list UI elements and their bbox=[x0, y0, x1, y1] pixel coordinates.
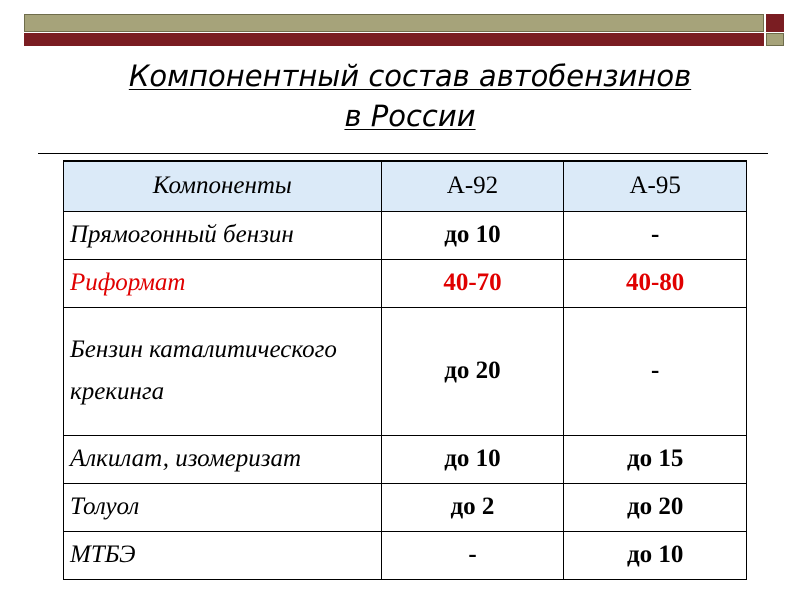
table-header-row bbox=[64, 161, 747, 211]
slide-title-line1: Компонентный состав автобензинов bbox=[128, 59, 692, 93]
header-components: Компоненты bbox=[64, 161, 382, 211]
table-row bbox=[64, 531, 747, 579]
value-a92: - bbox=[381, 531, 564, 579]
header-a95: А-95 bbox=[564, 161, 747, 211]
value-a95: - bbox=[564, 307, 747, 435]
table-row bbox=[64, 307, 747, 435]
decorative-square-olive bbox=[766, 33, 784, 46]
value-a92: до 2 bbox=[381, 483, 564, 531]
table-row-highlighted bbox=[64, 259, 747, 307]
components-table bbox=[63, 160, 747, 580]
value-a92: до 20 bbox=[381, 307, 564, 435]
value-a95: 40-80 bbox=[564, 259, 747, 307]
value-a92: 40-70 bbox=[381, 259, 564, 307]
decorative-square-maroon bbox=[766, 14, 784, 32]
table-row bbox=[64, 211, 747, 259]
slide-title-line2: в России bbox=[344, 99, 476, 133]
decorative-bar-maroon bbox=[24, 33, 764, 46]
value-a95: до 15 bbox=[564, 435, 747, 483]
divider-line bbox=[38, 153, 768, 154]
value-a95: до 10 bbox=[564, 531, 747, 579]
table-row bbox=[64, 483, 747, 531]
component-name: Бензин каталитического крекинга bbox=[64, 307, 382, 435]
component-name: Алкилат, изомеризат bbox=[64, 435, 382, 483]
component-name: Толуол bbox=[64, 483, 382, 531]
value-a95: - bbox=[564, 211, 747, 259]
component-name: МТБЭ bbox=[64, 531, 382, 579]
value-a92: до 10 bbox=[381, 211, 564, 259]
decorative-bar-olive bbox=[24, 14, 764, 32]
slide-title bbox=[40, 56, 780, 136]
component-name: Прямогонный бензин bbox=[64, 211, 382, 259]
value-a95: до 20 bbox=[564, 483, 747, 531]
component-name: Риформат bbox=[64, 259, 382, 307]
header-a92: А-92 bbox=[381, 161, 564, 211]
table-row bbox=[64, 435, 747, 483]
value-a92: до 10 bbox=[381, 435, 564, 483]
